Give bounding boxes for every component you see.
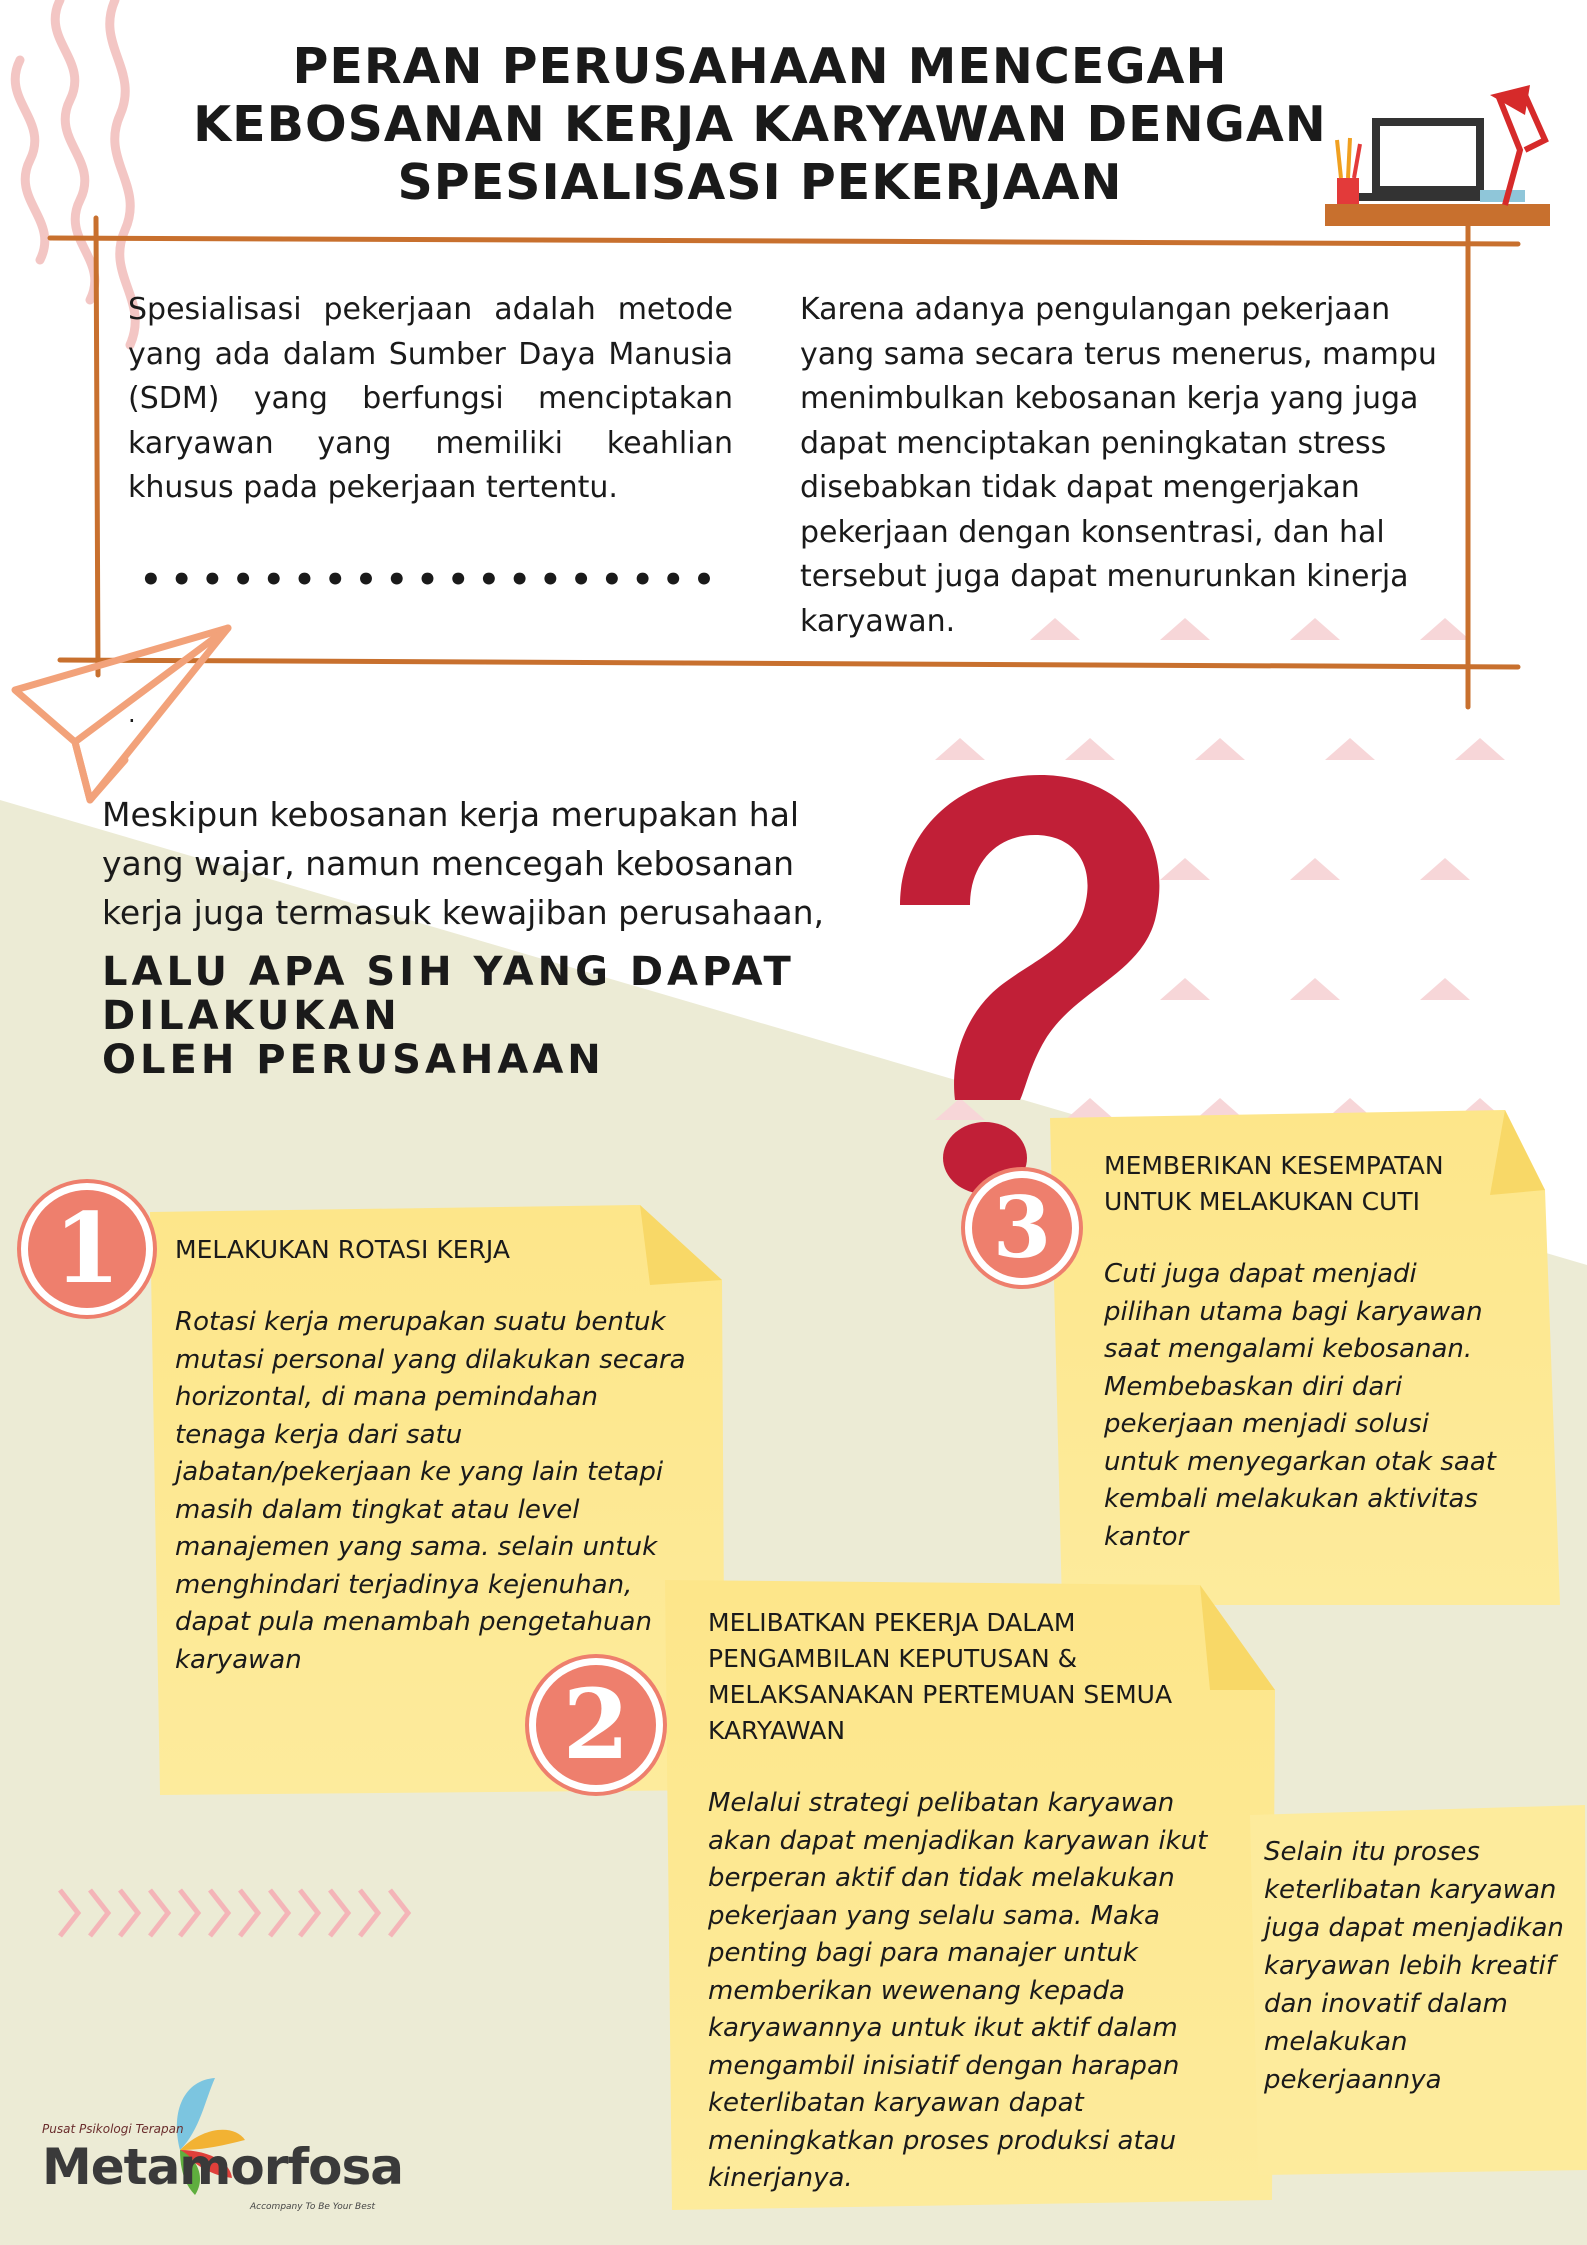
small-dot: . <box>128 700 136 728</box>
intro-cause-text: Karena adanya pengulangan pekerjaan yang sama secara terus menerus, mampu menimbulkan kebosanan kerja yang juga dapat menciptakan peningkatan stress disebabkan tidak dapat mengerjakan pekerjaan dengan konsentrasi, dan hal tersebut juga dapat menurunkan kinerja karyawan. <box>800 292 1437 639</box>
logo-subtitle: Pusat Psikologi Terapan <box>42 2122 184 2136</box>
note-rotasi-kerja <box>175 1232 695 1679</box>
title-line-3: SPESIALISASI PEKERJAAN <box>397 154 1123 211</box>
note-2-title: MELIBATKAN PEKERJA DALAM PENGAMBILAN KEPUTUSAN & MELAKSANAKAN PERTEMUAN SEMUA KARYAWAN <box>708 1608 1173 1745</box>
note-pelibatan <box>708 1605 1208 2198</box>
number-badge-1: 1 <box>28 1190 146 1308</box>
intro-definition-text: Spesialisasi pekerjaan adalah metode yang ada dalam Sumber Daya Manusia (SDM) yang berfungsi menciptakan karyawan yang memiliki keahlian khusus pada pekerjaan tertentu. <box>128 292 733 505</box>
page-title <box>180 38 1340 212</box>
question-heading <box>102 950 842 1082</box>
logo-name: Metamorfosa <box>42 2138 404 2196</box>
note-2-text: Melalui strategi pelibatan karyawan akan dapat menjadikan karyawan ikut berperan aktif dan tidak melakukan pekerjaan yang selalu sama. Maka penting bagi para manajer untuk memberikan wewenang kepada karyawannya untuk ikut aktif dalam mengambil inisiatif dengan harapan keterlibatan karyawan dapat meningkatkan proses produksi atau kinerjanya. <box>708 1788 1208 2193</box>
question-line-2: OLEH PERUSAHAAN <box>102 1037 605 1083</box>
title-line-2: KEBOSANAN KERJA KARYAWAN DENGAN <box>193 96 1327 153</box>
number-badge-3: 3 <box>972 1178 1072 1278</box>
note-3-text: Cuti juga dapat menjadi pilihan utama bagi karyawan saat mengalami kebosanan. Membebaskan diri dari pekerjaan menjadi solusi untuk menyegarkan otak saat kembali melakukan aktivitas kantor <box>1104 1259 1496 1552</box>
title-line-1: PERAN PERUSAHAAN MENCEGAH <box>292 38 1228 95</box>
note-extra: Selain itu proses keterlibatan karyawan juga dapat menjadikan karyawan lebih kreatif dan inovatif dalam melakukan pekerjaannya <box>1264 1837 1564 2095</box>
note-3-title: MEMBERIKAN KESEMPATAN UNTUK MELAKUKAN CUTI <box>1104 1151 1444 1216</box>
note-cuti <box>1104 1148 1504 1556</box>
logo-tagline: Accompany To Be Your Best <box>250 2202 375 2212</box>
question-line-1: LALU APA SIH YANG DAPAT DILAKUKAN <box>102 949 795 1039</box>
wavy-lines-decoration <box>15 0 135 345</box>
dots-divider: ••••••••••••••••••• <box>140 560 724 600</box>
number-badge-2: 2 <box>536 1665 656 1785</box>
lead-paragraph: Meskipun kebosanan kerja merupakan hal yang wajar, namun mencegah kebosanan kerja juga termasuk kewajiban perusahaan, <box>102 795 825 932</box>
paper-plane-icon <box>15 628 228 800</box>
note-1-text: Rotasi kerja merupakan suatu bentuk mutasi personal yang dilakukan secara horizontal, di mana pemindahan tenaga kerja dari satu jabatan/pekerjaan ke yang lain tetapi masih dalam tingkat atau level manajemen yang sama. selain untuk menghindari terjadinya kejenuhan, dapat pula menambah pengetahuan karyawan <box>175 1307 686 1675</box>
note-1-title: MELAKUKAN ROTASI KERJA <box>175 1235 510 1264</box>
desk-laptop-icon <box>1325 85 1550 226</box>
